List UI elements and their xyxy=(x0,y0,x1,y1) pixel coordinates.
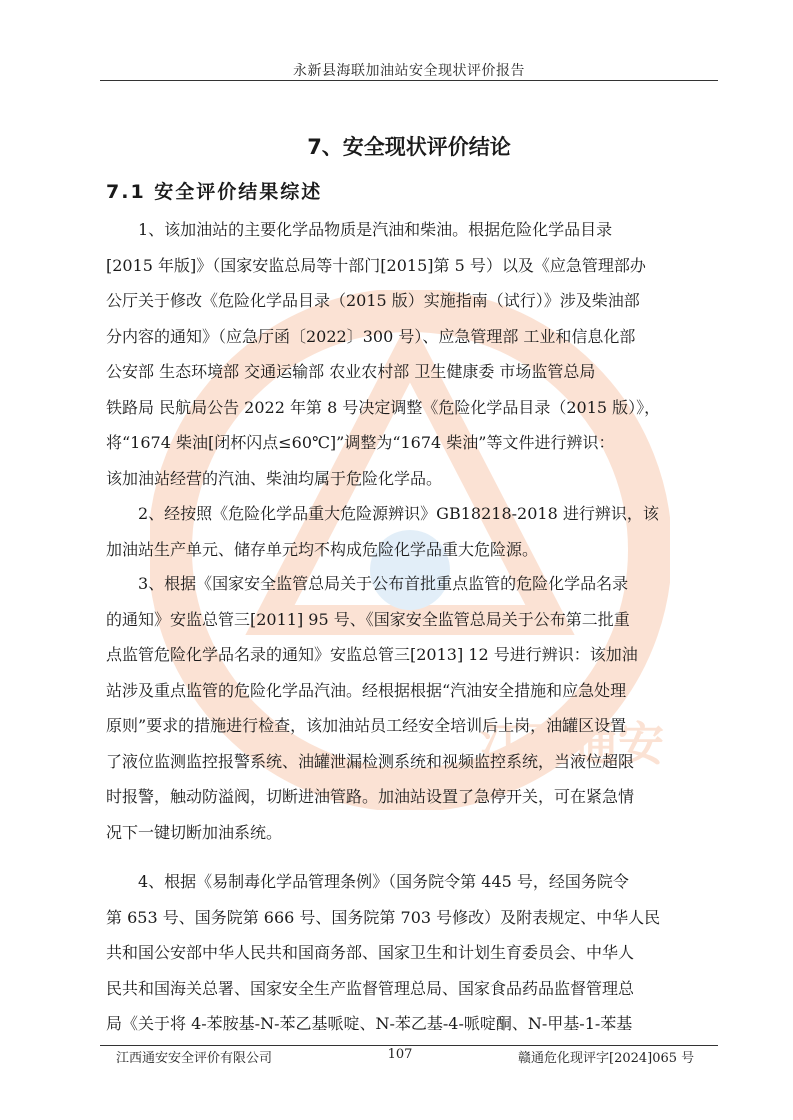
paragraph-line: 加油站生产单元、储存单元均不构成危险化学品重大危险源。 xyxy=(106,539,539,559)
paragraph-line: 铁路局 民航局公告 2022 年第 8 号决定调整《危险化学品目录（2015 版）》， xyxy=(106,397,661,417)
paragraph-line: 了液位监测监控报警系统、油罐泄漏检测系统和视频监控系统，当液位超限 xyxy=(106,751,635,771)
chapter-title: 7、安全现状评价结论 xyxy=(307,135,511,159)
paragraph-line: 共和国公安部中华人民共和国商务部、国家卫生和计划生育委员会、中华人 xyxy=(106,943,635,962)
paragraph-first-line: 1、该加油站的主要化学品物质是汽油和柴油。根据危险化学品目录 xyxy=(138,220,613,239)
paragraph-line: 站涉及重点监管的危险化学品汽油。经根据根据“汽油安全措施和应急处理 xyxy=(106,680,627,700)
header-divider xyxy=(100,80,718,81)
paragraph-line: 第 653 号、国务院第 666 号、国务院第 703 号修改）及附表规定、中华人民 xyxy=(106,907,661,927)
paragraph-first-line: 3、根据《国家安全监管总局关于公布首批重点监管的危险化学品名录 xyxy=(138,574,629,593)
section-title: 7.1 安全评价结果综述 xyxy=(106,181,323,203)
watermark-stamp-text: 江西通安 xyxy=(480,717,664,771)
paragraph-first-line: 2、经按照《危险化学品重大危险源辨识》GB18218-2018 进行辨识，该 xyxy=(138,504,659,523)
page-number: 107 xyxy=(387,1047,413,1062)
paragraph-line: 况下一键切断加油系统。 xyxy=(106,822,283,842)
paragraph-line: [2015 年版]》（国家安监总局等十部门[2015]第 5 号）以及《应急管理部办 xyxy=(106,255,646,275)
footer-company: 江西通安安全评价有限公司 xyxy=(116,1051,273,1066)
paragraph-line: 该加油站经营的汽油、柴油均属于危险化学品。 xyxy=(106,468,443,488)
paragraph-line: 民共和国海关总署、国家安全生产监督管理总局、国家食品药品监督管理总 xyxy=(106,978,635,998)
paragraph-line: 将“1674 柴油[闭杯闪点≤60℃]”调整为“1674 柴油”等文件进行辨识： xyxy=(106,433,615,452)
paragraph-line: 公安部 生态环境部 交通运输部 农业农村部 卫生健康委 市场监管总局 xyxy=(106,362,596,381)
footer-divider xyxy=(100,1045,718,1046)
running-header: 永新县海联加油站安全现状评价报告 xyxy=(293,63,525,79)
paragraph-line: 原则”要求的措施进行检查，该加油站员工经安全培训后上岗，油罐区设置 xyxy=(106,716,627,735)
paragraph-line: 公厅关于修改《危险化学品目录（2015 版）实施指南（试行）》涉及柴油部 xyxy=(106,291,640,310)
paragraph-line: 的通知》安监总管三[2011] 95 号、《国家安全监管总局关于公布第二批重 xyxy=(106,609,630,629)
paragraph-line: 分内容的通知》（应急厅函〔2022〕300 号）、应急管理部 工业和信息化部 xyxy=(106,326,636,346)
paragraph-line: 局《关于将 4-苯胺基-N-苯乙基哌啶、N-苯乙基-4-哌啶酮、N-甲基-1-苯基 xyxy=(106,1014,633,1033)
paragraph-line: 点监管危险化学品名录的通知》安监总管三[2013] 12 号进行辨识：该加油 xyxy=(106,645,638,664)
paragraph-line: 时报警，触动防溢阀，切断进油管路。加油站设置了急停开关，可在紧急情 xyxy=(106,787,635,806)
report-number: 赣通危化现评字[2024]065 号 xyxy=(518,1051,695,1066)
paragraph-first-line: 4、根据《易制毒化学品管理条例》（国务院令第 445 号，经国务院令 xyxy=(138,872,629,891)
